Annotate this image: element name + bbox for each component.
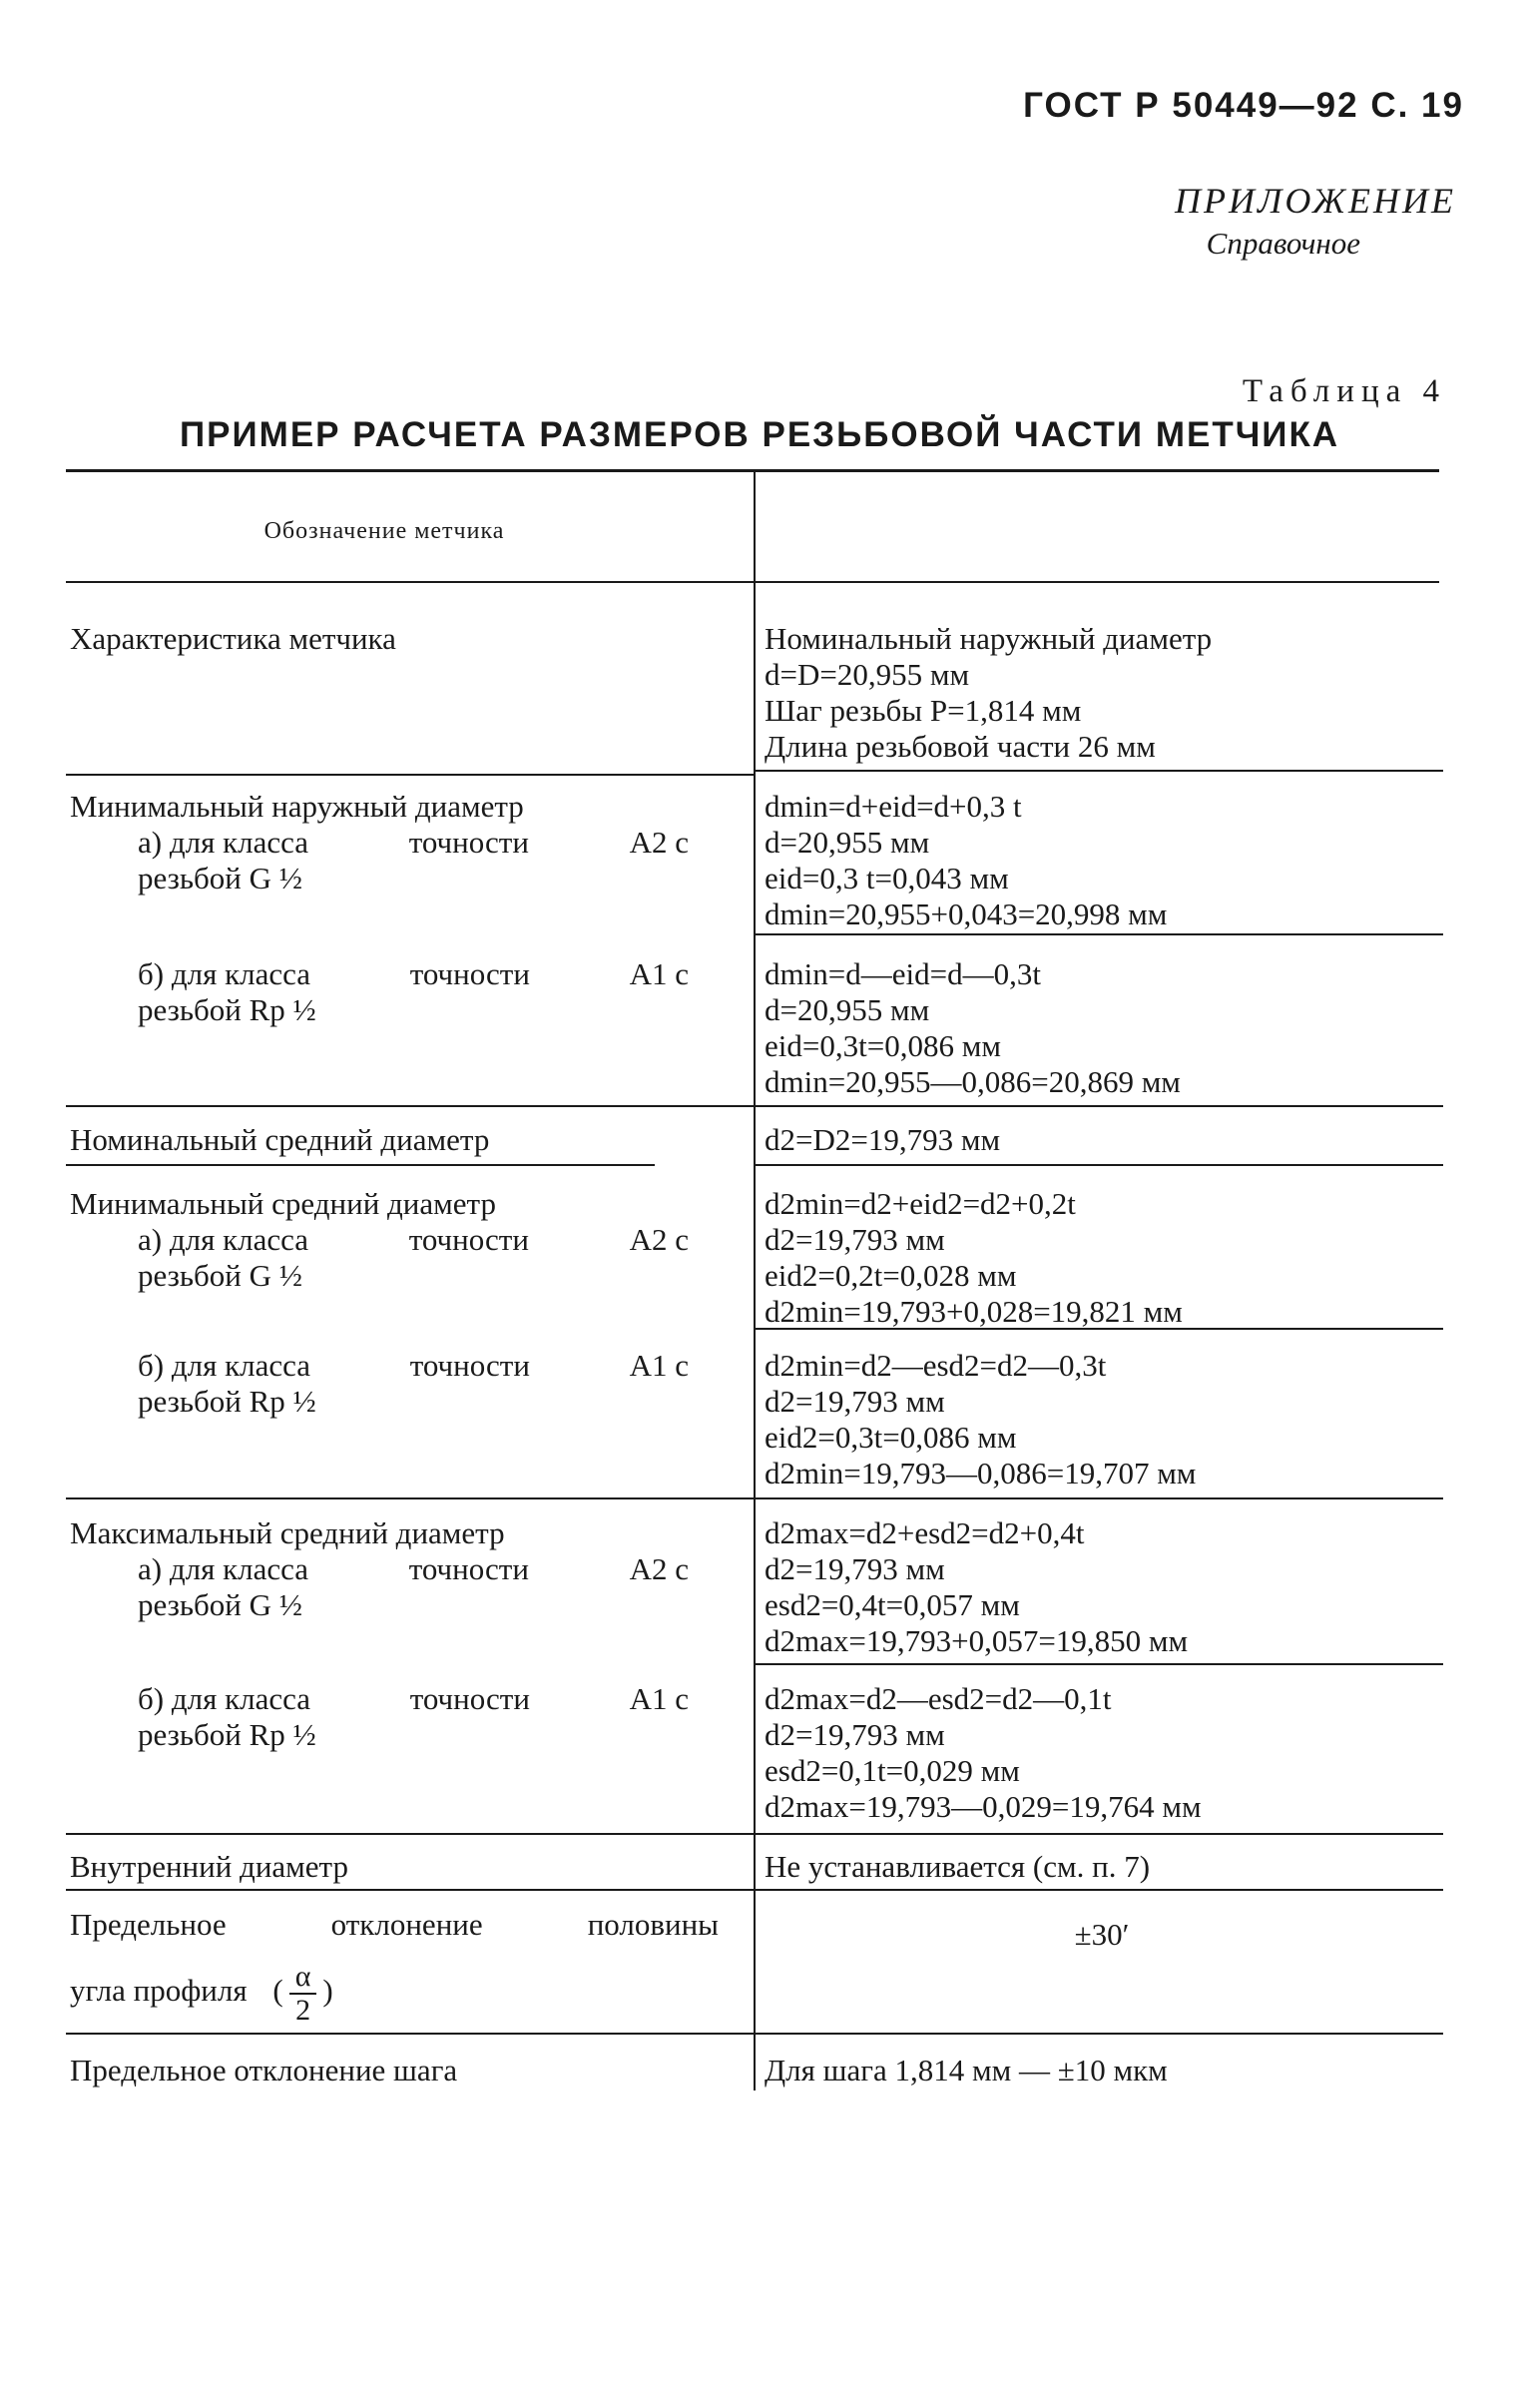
table-label: Таблица 4	[1242, 373, 1446, 409]
row-label-nominal-pitch: Номинальный средний диаметр	[70, 1122, 490, 1157]
row-label-inner: Внутренний диаметр	[70, 1849, 348, 1884]
row-divider	[755, 1663, 1443, 1665]
appendix-title: ПРИЛОЖЕНИЕ	[1175, 181, 1456, 221]
row-value-max-pitch-a2: d2max=d2+esd2=d2+0,4t d2=19,793 мм esd2=0,4t=0,057 мм d2max=19,793+0,057=19,850 мм	[765, 1515, 1189, 1658]
row-divider	[755, 933, 1443, 935]
row-divider	[66, 1164, 655, 1166]
row-divider	[66, 774, 755, 776]
row-value-nominal-pitch: d2=D2=19,793 мм	[765, 1122, 1001, 1157]
row-divider	[66, 2033, 1443, 2035]
row-value-min-outer-a1: dmin=d—eid=d—0,3t d=20,955 мм eid=0,3t=0,086 мм dmin=20,955—0,086=20,869 мм	[765, 956, 1181, 1099]
appendix-type: Справочное	[1206, 226, 1360, 261]
row-value-min-pitch-a1: d2min=d2—esd2=d2—0,3t d2=19,793 мм eid2=0,3t=0,086 мм d2min=19,793—0,086=19,707 мм	[765, 1348, 1197, 1491]
row-value-characteristic: Номинальный наружный диаметр d=D=20,955 мм Шаг резьбы P=1,814 мм Длина резьбовой части 26 мм	[765, 621, 1213, 764]
row-label-max-pitch-a1: б) для класса точности А1 с резьбой Rp ½	[138, 1681, 689, 1752]
row-value-max-pitch-a1: d2max=d2—esd2=d2—0,1t d2=19,793 мм esd2=0,1t=0,029 мм d2max=19,793—0,029=19,764 мм	[765, 1681, 1202, 1824]
column-divider	[754, 471, 756, 2090]
row-label-min-outer-a1: б) для класса точности А1 с резьбой Rp ½	[138, 956, 689, 1027]
row-value-min-outer-a2: dmin=d+eid=d+0,3 t d=20,955 мм eid=0,3 t=0,043 мм dmin=20,955+0,043=20,998 мм	[765, 789, 1168, 931]
row-divider	[66, 1833, 1443, 1835]
row-divider	[66, 1497, 1443, 1499]
row-value-min-pitch-a2: d2min=d2+eid2=d2+0,2t d2=19,793 мм eid2=0,2t=0,028 мм d2min=19,793+0,028=19,821 мм	[765, 1186, 1183, 1329]
row-divider	[66, 1105, 1443, 1107]
row-label-half-angle: Предельное отклонение половины угла профиля ( $\frac{\alpha}{2}$ )	[70, 1907, 719, 2027]
row-value-inner: Не устанавливается (см. п. 7)	[765, 1849, 1151, 1884]
row-value-half-angle: ±30′	[1074, 1917, 1130, 1952]
row-label-min-pitch-a1: б) для класса точности А1 с резьбой Rp ½	[138, 1348, 689, 1419]
table-title: ПРИМЕР РАСЧЕТА РАЗМЕРОВ РЕЗЬБОВОЙ ЧАСТИ МЕТЧИКА	[180, 415, 1340, 454]
alpha-half-fraction: $\frac{\alpha}{2}$	[289, 1961, 317, 2027]
row-label-max-pitch: Максимальный средний диаметр а) для класса точности А2 с резьбой G ½	[70, 1515, 689, 1622]
table-top-rule	[66, 469, 1439, 472]
column-header-designation: Обозначение метчика	[263, 518, 505, 544]
gost-page-header: ГОСТ Р 50449—92 С. 19	[1023, 86, 1464, 125]
header-bottom-rule	[66, 581, 1439, 583]
row-divider	[755, 770, 1443, 772]
row-value-pitch-deviation: Для шага 1,814 мм — ±10 мкм	[765, 2053, 1168, 2088]
row-divider	[66, 1889, 1443, 1891]
row-label-characteristic: Характеристика метчика	[70, 621, 396, 656]
row-label-min-pitch: Минимальный средний диаметр а) для класса точности А2 с резьбой G ½	[70, 1186, 689, 1293]
row-label-pitch-deviation: Предельное отклонение шага	[70, 2053, 458, 2088]
row-divider	[755, 1164, 1443, 1166]
row-label-min-outer: Минимальный наружный диаметр а) для класса точности А2 с резьбой G ½	[70, 789, 689, 895]
